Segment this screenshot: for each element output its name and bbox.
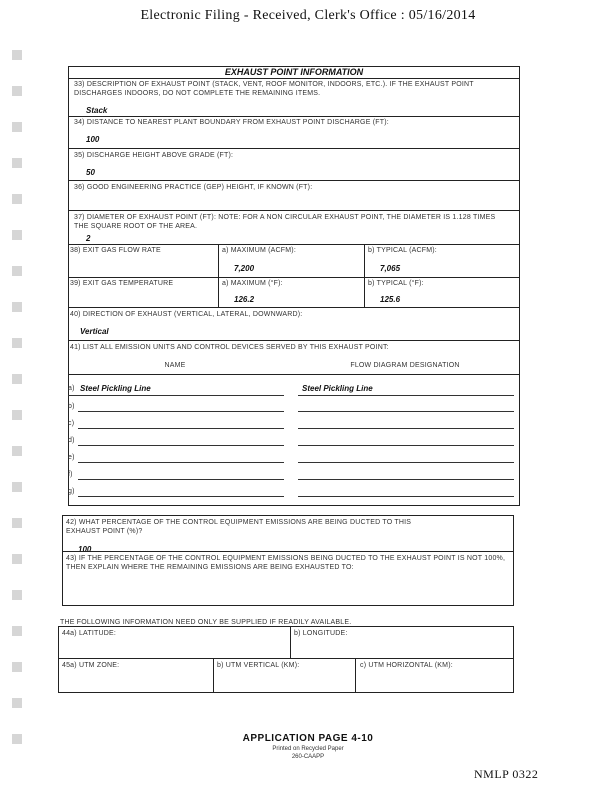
q40-value[interactable]: Vertical (80, 327, 109, 336)
divider (62, 515, 63, 605)
q34-value[interactable]: 100 (86, 135, 100, 144)
q41-row-g-letter: g) (68, 488, 75, 495)
q39-typical-label: b) TYPICAL (°F): (368, 280, 424, 287)
q41-row-f-letter: f) (68, 471, 73, 478)
row-line (78, 445, 284, 446)
row-line (68, 395, 284, 396)
divider (68, 78, 520, 79)
q41-row-e-letter: e) (68, 454, 75, 461)
divider (68, 116, 520, 117)
divider (513, 626, 514, 692)
q42-label: 42) WHAT PERCENTAGE OF THE CONTROL EQUIPMENT EMISSIONS ARE BEING DUCTED TO THIS EXHAUST POINT (%)? (66, 519, 412, 535)
q41-row-a-name[interactable]: Steel Pickling Line (80, 384, 151, 393)
divider (58, 626, 514, 627)
row-line (78, 479, 284, 480)
divider (513, 515, 514, 605)
divider (62, 551, 514, 552)
q35-value[interactable]: 50 (86, 168, 95, 177)
q45-utm-horizontal-label: c) UTM HORIZONTAL (KM): (360, 662, 453, 669)
q41-row-d-letter: d) (68, 437, 75, 444)
application-page-label: APPLICATION PAGE 4-10 (242, 733, 374, 744)
filing-stamp: Electronic Filing - Received, Clerk's Office : 05/16/2014 (140, 8, 476, 23)
row-line (298, 428, 514, 429)
q33-value[interactable]: Stack (86, 106, 108, 115)
q41-row-a-letter: a) (68, 385, 75, 392)
row-line (78, 411, 284, 412)
divider (68, 307, 520, 308)
divider (58, 626, 59, 692)
divider (218, 244, 219, 278)
q42-value[interactable]: 100 (78, 545, 92, 554)
q33-label: 33) DESCRIPTION OF EXHAUST POINT (STACK, VENT, ROOF MONITOR, INDOORS, ETC.). IF THE EXHAUST POINT DISCHARGES INDOORS, DO NOT COMPLETE THE REMAINING ITEMS. (74, 81, 474, 97)
q38-label: 38) EXIT GAS FLOW RATE (70, 247, 161, 254)
row-line (298, 462, 514, 463)
divider (218, 277, 219, 307)
q43-label: 43) IF THE PERCENTAGE OF THE CONTROL EQUIPMENT EMISSIONS BEING DUCTED TO THE EXHAUST POINT IS NOT 100%, THEN EXPLAIN WHERE THE REMAINING EMISSIONS ARE BEING EXHAUSTED TO: (66, 555, 506, 571)
q38-typical-label: b) TYPICAL (ACFM): (368, 247, 437, 254)
row-line (298, 411, 514, 412)
divider (68, 180, 520, 181)
q41-flow-header: FLOW DIAGRAM DESIGNATION (350, 362, 460, 369)
q39-typical-value[interactable]: 125.6 (380, 295, 401, 304)
q40-label: 40) DIRECTION OF EXHAUST (VERTICAL, LATERAL, DOWNWARD): (70, 311, 303, 318)
divider (290, 626, 291, 658)
q44-note: THE FOLLOWING INFORMATION NEED ONLY BE SUPPLIED IF READILY AVAILABLE. (60, 619, 352, 626)
divider (213, 658, 214, 692)
divider (68, 277, 520, 278)
q45-utm-zone-label: 45a) UTM ZONE: (62, 662, 120, 669)
q41-row-c-letter: c) (68, 420, 75, 427)
document-id: NMLP 0322 (474, 767, 539, 781)
q35-label: 35) DISCHARGE HEIGHT ABOVE GRADE (FT): (74, 152, 234, 159)
divider (355, 658, 356, 692)
divider (68, 374, 520, 375)
q44-longitude-label: b) LONGITUDE: (294, 630, 348, 637)
divider (68, 210, 520, 211)
q41-label: 41) LIST ALL EMISSION UNITS AND CONTROL DEVICES SERVED BY THIS EXHAUST POINT: (70, 344, 389, 351)
row-line (298, 395, 514, 396)
q34-label: 34) DISTANCE TO NEAREST PLANT BOUNDARY FROM EXHAUST POINT DISCHARGE (FT): (74, 119, 389, 126)
q39-max-value[interactable]: 126.2 (234, 295, 255, 304)
q38-max-value[interactable]: 7,200 (234, 264, 255, 273)
q41-row-a-designation[interactable]: Steel Pickling Line (302, 384, 373, 393)
divider (68, 244, 520, 245)
row-line (298, 445, 514, 446)
row-line (298, 496, 514, 497)
q38-typical-value[interactable]: 7,065 (380, 264, 401, 273)
q36-label: 36) GOOD ENGINEERING PRACTICE (GEP) HEIGHT, IF KNOWN (FT): (74, 184, 313, 191)
row-line (298, 479, 514, 480)
q45-utm-vertical-label: b) UTM VERTICAL (KM): (217, 662, 300, 669)
q37-label: 37) DIAMETER OF EXHAUST POINT (FT): NOTE: FOR A NON CIRCULAR EXHAUST POINT, THE DIAMETER IS 1.128 TIMES THE SQUARE ROOT OF THE AREA. (74, 214, 496, 230)
printed-on-recycled-note: Printed on Recycled Paper (272, 746, 344, 752)
q41-row-b-letter: b) (68, 403, 75, 410)
form-code: 260-CAAPP (291, 754, 325, 760)
row-line (78, 428, 284, 429)
form-right-border (519, 66, 520, 506)
divider (62, 515, 514, 516)
q37-value[interactable]: 2 (86, 234, 91, 243)
divider (62, 605, 514, 606)
row-line (78, 462, 284, 463)
divider (58, 692, 514, 693)
divider (68, 148, 520, 149)
q38-max-label: a) MAXIMUM (ACFM): (222, 247, 296, 254)
divider (364, 277, 365, 307)
form-section-bottom (68, 505, 520, 506)
divider (58, 658, 514, 659)
q39-label: 39) EXIT GAS TEMPERATURE (70, 280, 174, 287)
q41-name-header: NAME (164, 362, 186, 369)
divider (364, 244, 365, 278)
row-line (78, 496, 284, 497)
q44-latitude-label: 44a) LATITUDE: (62, 630, 117, 637)
scan-edge-artifacts (8, 50, 26, 810)
divider (68, 340, 520, 341)
form-title: EXHAUST POINT INFORMATION (224, 67, 364, 77)
q39-max-label: a) MAXIMUM (°F): (222, 280, 283, 287)
